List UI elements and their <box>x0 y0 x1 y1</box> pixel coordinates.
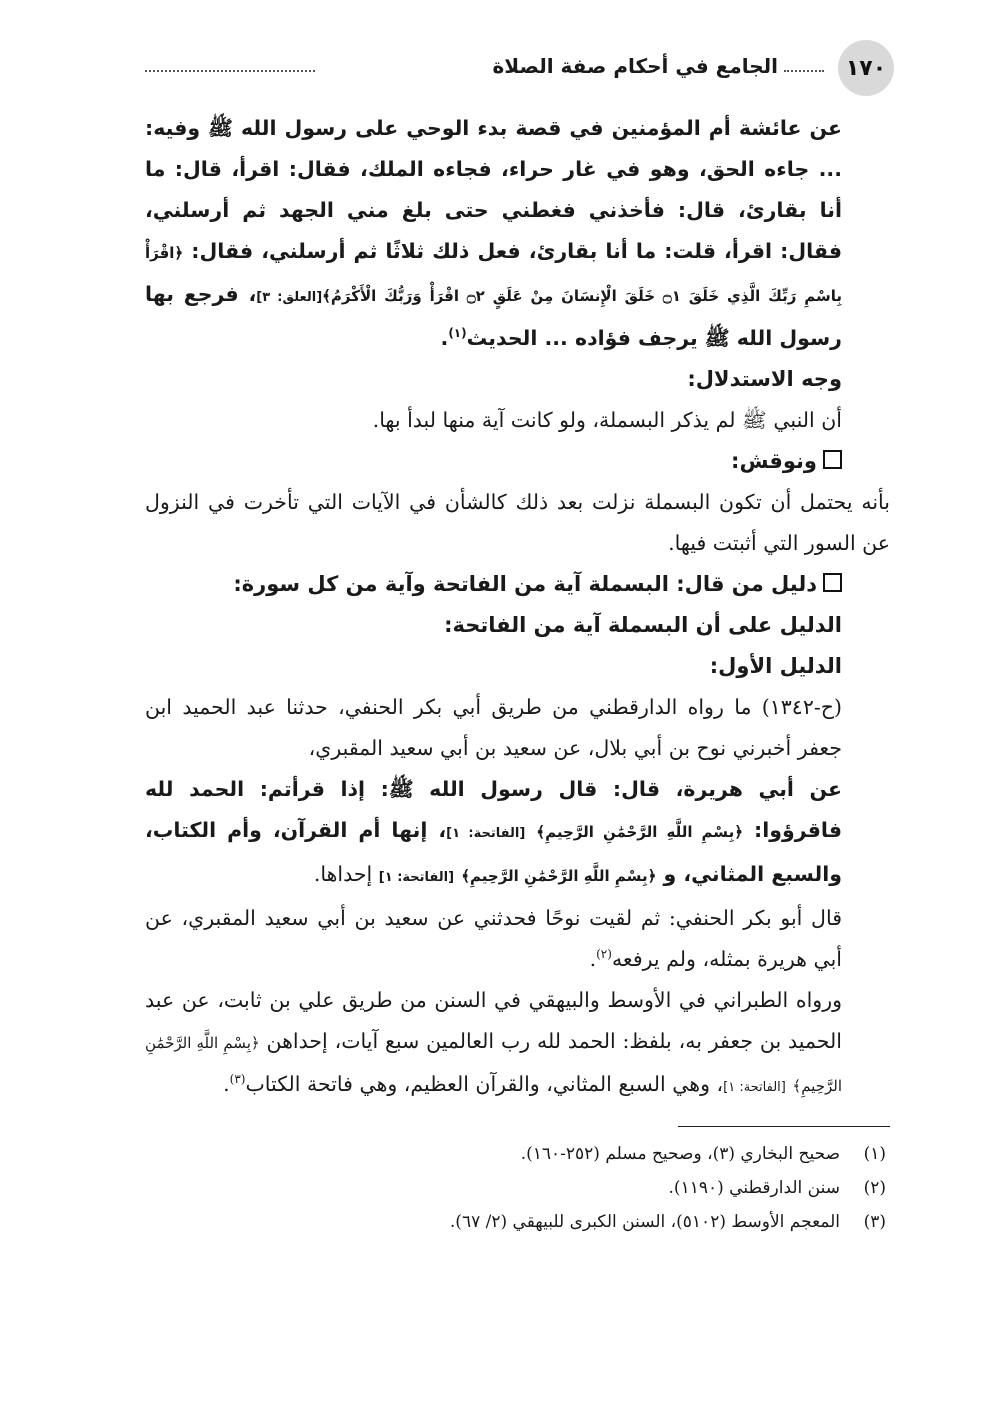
footnotes <box>145 1137 890 1239</box>
hadith-aisha-paragraph: عن عائشة أم المؤمنين في قصة بدء الوحي على رسول الله ﷺ وفيه: ... جاءه الحق، وهو في غار حراء، فجاءه الملك، فقال: اقرأ، قال: ما أنا بقارئ، قال: فأخذني فغطني حتى بلغ مني الجهد ثم أرسلني، فقال: اقرأ، قلت: ما أنا بقارئ، فعل ذلك ثلاثًا ثم أرسلني، فقال: ﴿اقْرَأْ بِاسْمِ رَبِّكَ الَّذِي خَلَقَ ۝١ خَلَقَ الْإِنسَانَ مِنْ عَلَقٍ ۝٢ اقْرَأْ وَرَبُّكَ الْأَكْرَمُ﴾[العلق: ٣]، فرجع بها رسول الله ﷺ يرجف فؤاده ... الحديث$^{(١)}$. <box>145 116 842 350</box>
page-body <box>145 108 890 1239</box>
footnote-number: (٣) <box>863 1212 886 1232</box>
footnote-marker-3: (٣) <box>229 1072 246 1087</box>
hadith-aisha-tail: ، فرجع بها رسول الله ﷺ يرجف فؤاده ... الحديث <box>145 282 842 350</box>
hadith-matn-intro: عن أبي هريرة، قال: قال رسول الله ﷺ: إذا قرأتم: الحمد لله فاقرؤوا: <box>145 777 843 842</box>
page-header <box>145 40 890 108</box>
hadith-aisha-text: عن عائشة أم المؤمنين في قصة بدء الوحي على رسول الله ﷺ وفيه: ... جاءه الحق، وهو في غار حراء، فجاءه الملك، فقال: اقرأ، قال: ما أنا بقارئ، قال: فأخذني فغطني حتى بلغ مني الجهد ثم أرسلني، فقال: اقرأ، قلت: ما أنا بقارئ، فعل ذلك ثلاثًا ثم أرسلني، فقال: <box>145 116 842 263</box>
header-dotted-rule-right <box>784 70 824 72</box>
tabarani-text: ورواه الطبراني في الأوسط والبيهقي في السنن من طريق علي بن ثابت، عن عبد الحميد بن جعفر به، بلفظ: الحمد لله رب العالمين سبع آيات، إحداهن <box>145 988 842 1053</box>
footnote-text: سنن الدارقطني (١١٩٠). <box>668 1178 840 1198</box>
footnote-marker-1: (١) <box>448 326 467 341</box>
hanafi-paragraph: قال أبو بكر الحنفي: ثم لقيت نوحًا فحدثني عن سعيد بن أبي سعيد المقبري، عن أبي هريرة بمثله، ولم يرفعه$^{(٢)}$. <box>145 906 842 971</box>
quran-verse-alaq: ﴿اقْرَأْ بِاسْمِ رَبِّكَ الَّذِي خَلَقَ ۝١ خَلَقَ الْإِنسَانَ مِنْ عَلَقٍ ۝٢ اقْرَأْ وَرَبُّكَ الْأَكْرَمُ﴾ <box>145 244 842 305</box>
heading-nuqish-label: ونوقش: <box>731 449 817 473</box>
footnote-marker-2: (٢) <box>596 947 612 962</box>
quran-basmala: ﴿بِسْمِ اللَّهِ الرَّحْمَٰنِ الرَّحِيمِ﴾ <box>536 823 743 841</box>
nuqish-text: بأنه يحتمل أن تكون البسملة نزلت بعد ذلك كالشأن في الآيات التي تأخرت في النزول عن السور التي أثبتت فيها. <box>145 490 890 555</box>
heading-dalil-basmala-label: دليل من قال: البسملة آية من الفاتحة وآية من كل سورة: <box>233 572 817 596</box>
hadith-matn-end: إحداها. <box>313 862 379 886</box>
tabarani-text-end: ، وهي السبع المثاني، والقرآن العظيم، وهي فاتحة الكتاب <box>245 1072 724 1096</box>
footnote-text: صحيح البخاري (٣)، وصحيح مسلم (٢٥٢-١٦٠). <box>520 1144 840 1164</box>
hadith-isnad: (ح-١٣٤٢) ما رواه الدارقطني من طريق أبي بكر الحنفي، حدثنا عبد الحميد ابن جعفر أخبرني نوح بن أبي بلال، عن سعيد بن أبي سعيد المقبري، <box>145 695 842 760</box>
quran-basmala: ﴿بِسْمِ اللَّهِ الرَّحْمَٰنِ الرَّحِيمِ﴾ <box>461 867 657 885</box>
quran-ref-fatiha: [الفاتحة: ١] <box>378 870 455 885</box>
header-dotted-rule-left <box>145 70 315 72</box>
footnote-text: المعجم الأوسط (٥١٠٢)، السنن الكبرى للبيهقي (٢/ ٦٧). <box>449 1212 840 1232</box>
checkbox-square-icon <box>823 573 842 592</box>
heading-dalil-fatiha: الدليل على أن البسملة آية من الفاتحة: <box>444 613 842 637</box>
book-page <box>145 40 890 1239</box>
heading-wajh-istidlal: وجه الاستدلال: <box>687 367 842 391</box>
heading-first-evidence: الدليل الأول: <box>709 654 842 678</box>
hanafi-text: قال أبو بكر الحنفي: ثم لقيت نوحًا فحدثني عن سعيد بن أبي سعيد المقبري، عن أبي هريرة بمثله، ولم يرفعه <box>145 906 842 971</box>
book-title: الجامع في أحكام صفة الصلاة <box>492 54 778 78</box>
wajh-istidlal-text: أن النبي ﷺ لم يذكر البسملة، ولو كانت آية منها لبدأ بها. <box>372 408 842 432</box>
quran-basmala: ﴿بِسْمِ اللَّهِ الرَّحْمَٰنِ الرَّحِيمِ﴾ <box>145 1034 842 1095</box>
checkbox-square-icon <box>823 450 842 469</box>
footnote-number: (٢) <box>863 1178 886 1198</box>
footnote-item <box>145 1137 890 1171</box>
page-number: ١٧٠ <box>838 40 894 96</box>
footnote-number: (١) <box>863 1144 886 1164</box>
footnote-separator <box>678 1126 890 1127</box>
heading-nuqish <box>145 441 890 482</box>
hadith-abu-hurayra <box>145 769 890 898</box>
hadith-matn-body: ، إنها أم القرآن، وأم الكتاب، والسبع المثاني، و <box>145 818 842 886</box>
footnote-item <box>145 1205 890 1239</box>
footnote-item <box>145 1171 890 1205</box>
tabarani-paragraph: ورواه الطبراني في الأوسط والبيهقي في السنن من طريق علي بن ثابت، عن عبد الحميد بن جعفر به، بلفظ: الحمد لله رب العالمين سبع آيات، إحداهن ﴿بِسْمِ اللَّهِ الرَّحْمَٰنِ الرَّحِيمِ﴾ [الفاتحة: ١]، وهي السبع المثاني، والقرآن العظيم، وهي فاتحة الكتاب$^{(٣)}$. <box>145 988 842 1096</box>
quran-ref-fatiha: [الفاتحة: ١] <box>723 1080 786 1095</box>
quran-ref-alaq: [العلق: ٣] <box>256 290 323 305</box>
heading-dalil-basmala <box>145 564 890 605</box>
quran-ref-fatiha: [الفاتحة: ١] <box>446 826 526 841</box>
